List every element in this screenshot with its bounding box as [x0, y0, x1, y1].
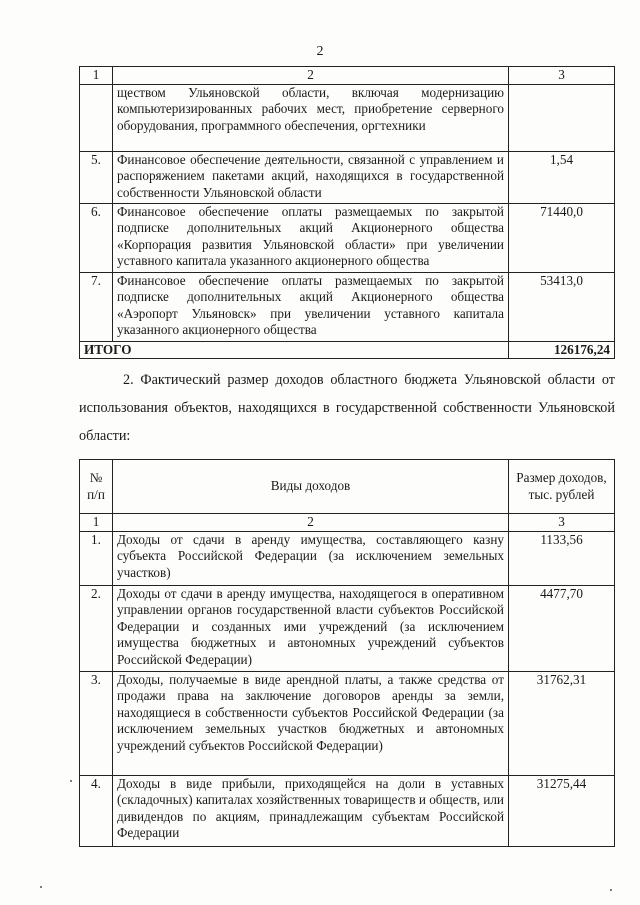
table-row: [80, 84, 615, 151]
col-index-2: 2: [113, 67, 509, 85]
row-number: 5.: [80, 151, 113, 203]
row-value: 53413,0: [509, 272, 615, 341]
page-number: 2: [316, 44, 324, 59]
row-value: 1133,56: [509, 531, 615, 585]
row-description: Доходы, получаемые в виде арендной платы, а также средства от продажи права на заключение договоров аренды за земли, находящиеся в собственности субъектов Российской Федерации (за исключением земельных участков бюджетных и автономных учреждений субъектов Российской Федерации): [113, 671, 509, 775]
col-index-3: 3: [509, 67, 615, 85]
row-description: Доходы от сдачи в аренду имущества, находящегося в оперативном управлении органов государственной власти субъектов Российской Федерации и созданных ими учреждений (за исключением имущества бюджетных и автономных учреждений субъектов Российской Федерации): [113, 585, 509, 671]
col-index-1: 1: [80, 514, 113, 532]
col-index-1: 1: [80, 67, 113, 85]
row-value: 31275,44: [509, 775, 615, 846]
table-row: [80, 203, 615, 272]
table-header-row: [80, 460, 615, 514]
table-row: [80, 585, 615, 671]
row-number: [80, 84, 113, 151]
scan-speck: [40, 886, 42, 888]
scan-speck: [70, 780, 72, 782]
row-value: 71440,0: [509, 203, 615, 272]
budget-income-table: [79, 459, 615, 847]
total-label: ИТОГО: [80, 341, 509, 359]
scan-speck: [610, 889, 612, 891]
row-number: 1.: [80, 531, 113, 585]
index-row: [80, 514, 615, 532]
col-index-2: 2: [113, 514, 509, 532]
row-value: 31762,31: [509, 671, 615, 775]
col-header-description: Виды доходов: [113, 460, 509, 514]
row-description: ществом Ульяновской области, включая модернизацию компьютеризированных рабочих мест, приобретение серверного оборудования, программного обеспечения, оргтехники: [113, 84, 509, 151]
table-row: [80, 671, 615, 775]
col-header-value: Размер доходов, тыс. рублей: [509, 460, 615, 514]
total-value: 126176,24: [509, 341, 615, 359]
table-row: [80, 531, 615, 585]
row-description: Финансовое обеспечение оплаты размещаемых по закрытой подписке дополнительных акций Акционерного общества «Корпорация развития Ульяновской области» при увеличении уставного капитала указанного акционерного общества: [113, 203, 509, 272]
col-header-number: № п/п: [80, 460, 113, 514]
row-description: Финансовое обеспечение деятельности, связанной с управлением и распоряжением пакетами акций, находящихся в государственной собственности Ульяновской области: [113, 151, 509, 203]
section-2-paragraph: 2. Фактический размер доходов областного бюджета Ульяновской области от использования объектов, находящихся в государственной собственности Ульяновской области:: [79, 372, 615, 444]
row-number: 7.: [80, 272, 113, 341]
budget-expenses-table: [79, 66, 615, 359]
col-index-3: 3: [509, 514, 615, 532]
row-description: Доходы от сдачи в аренду имущества, составляющего казну субъекта Российской Федерации (за исключением земельных участков): [113, 531, 509, 585]
table-row: [80, 272, 615, 341]
row-number: 2.: [80, 585, 113, 671]
row-number: 3.: [80, 671, 113, 775]
table-row: [80, 151, 615, 203]
row-value: 1,54: [509, 151, 615, 203]
row-number: 6.: [80, 203, 113, 272]
table-header-row: [80, 67, 615, 85]
row-value: 4477,70: [509, 585, 615, 671]
table-row: [80, 775, 615, 846]
total-row: [80, 341, 615, 359]
row-description: Доходы в виде прибыли, приходящейся на доли в уставных (складочных) капиталах хозяйственных товариществ и обществ, или дивидендов по акциям, принадлежащим субъектам Российской Федерации: [113, 775, 509, 846]
row-value: [509, 84, 615, 151]
row-description: Финансовое обеспечение оплаты размещаемых по закрытой подписке дополнительных акций Акционерного общества «Аэропорт Ульяновск» при увеличении уставного капитала указанного акционерного общества: [113, 272, 509, 341]
row-number: 4.: [80, 775, 113, 846]
